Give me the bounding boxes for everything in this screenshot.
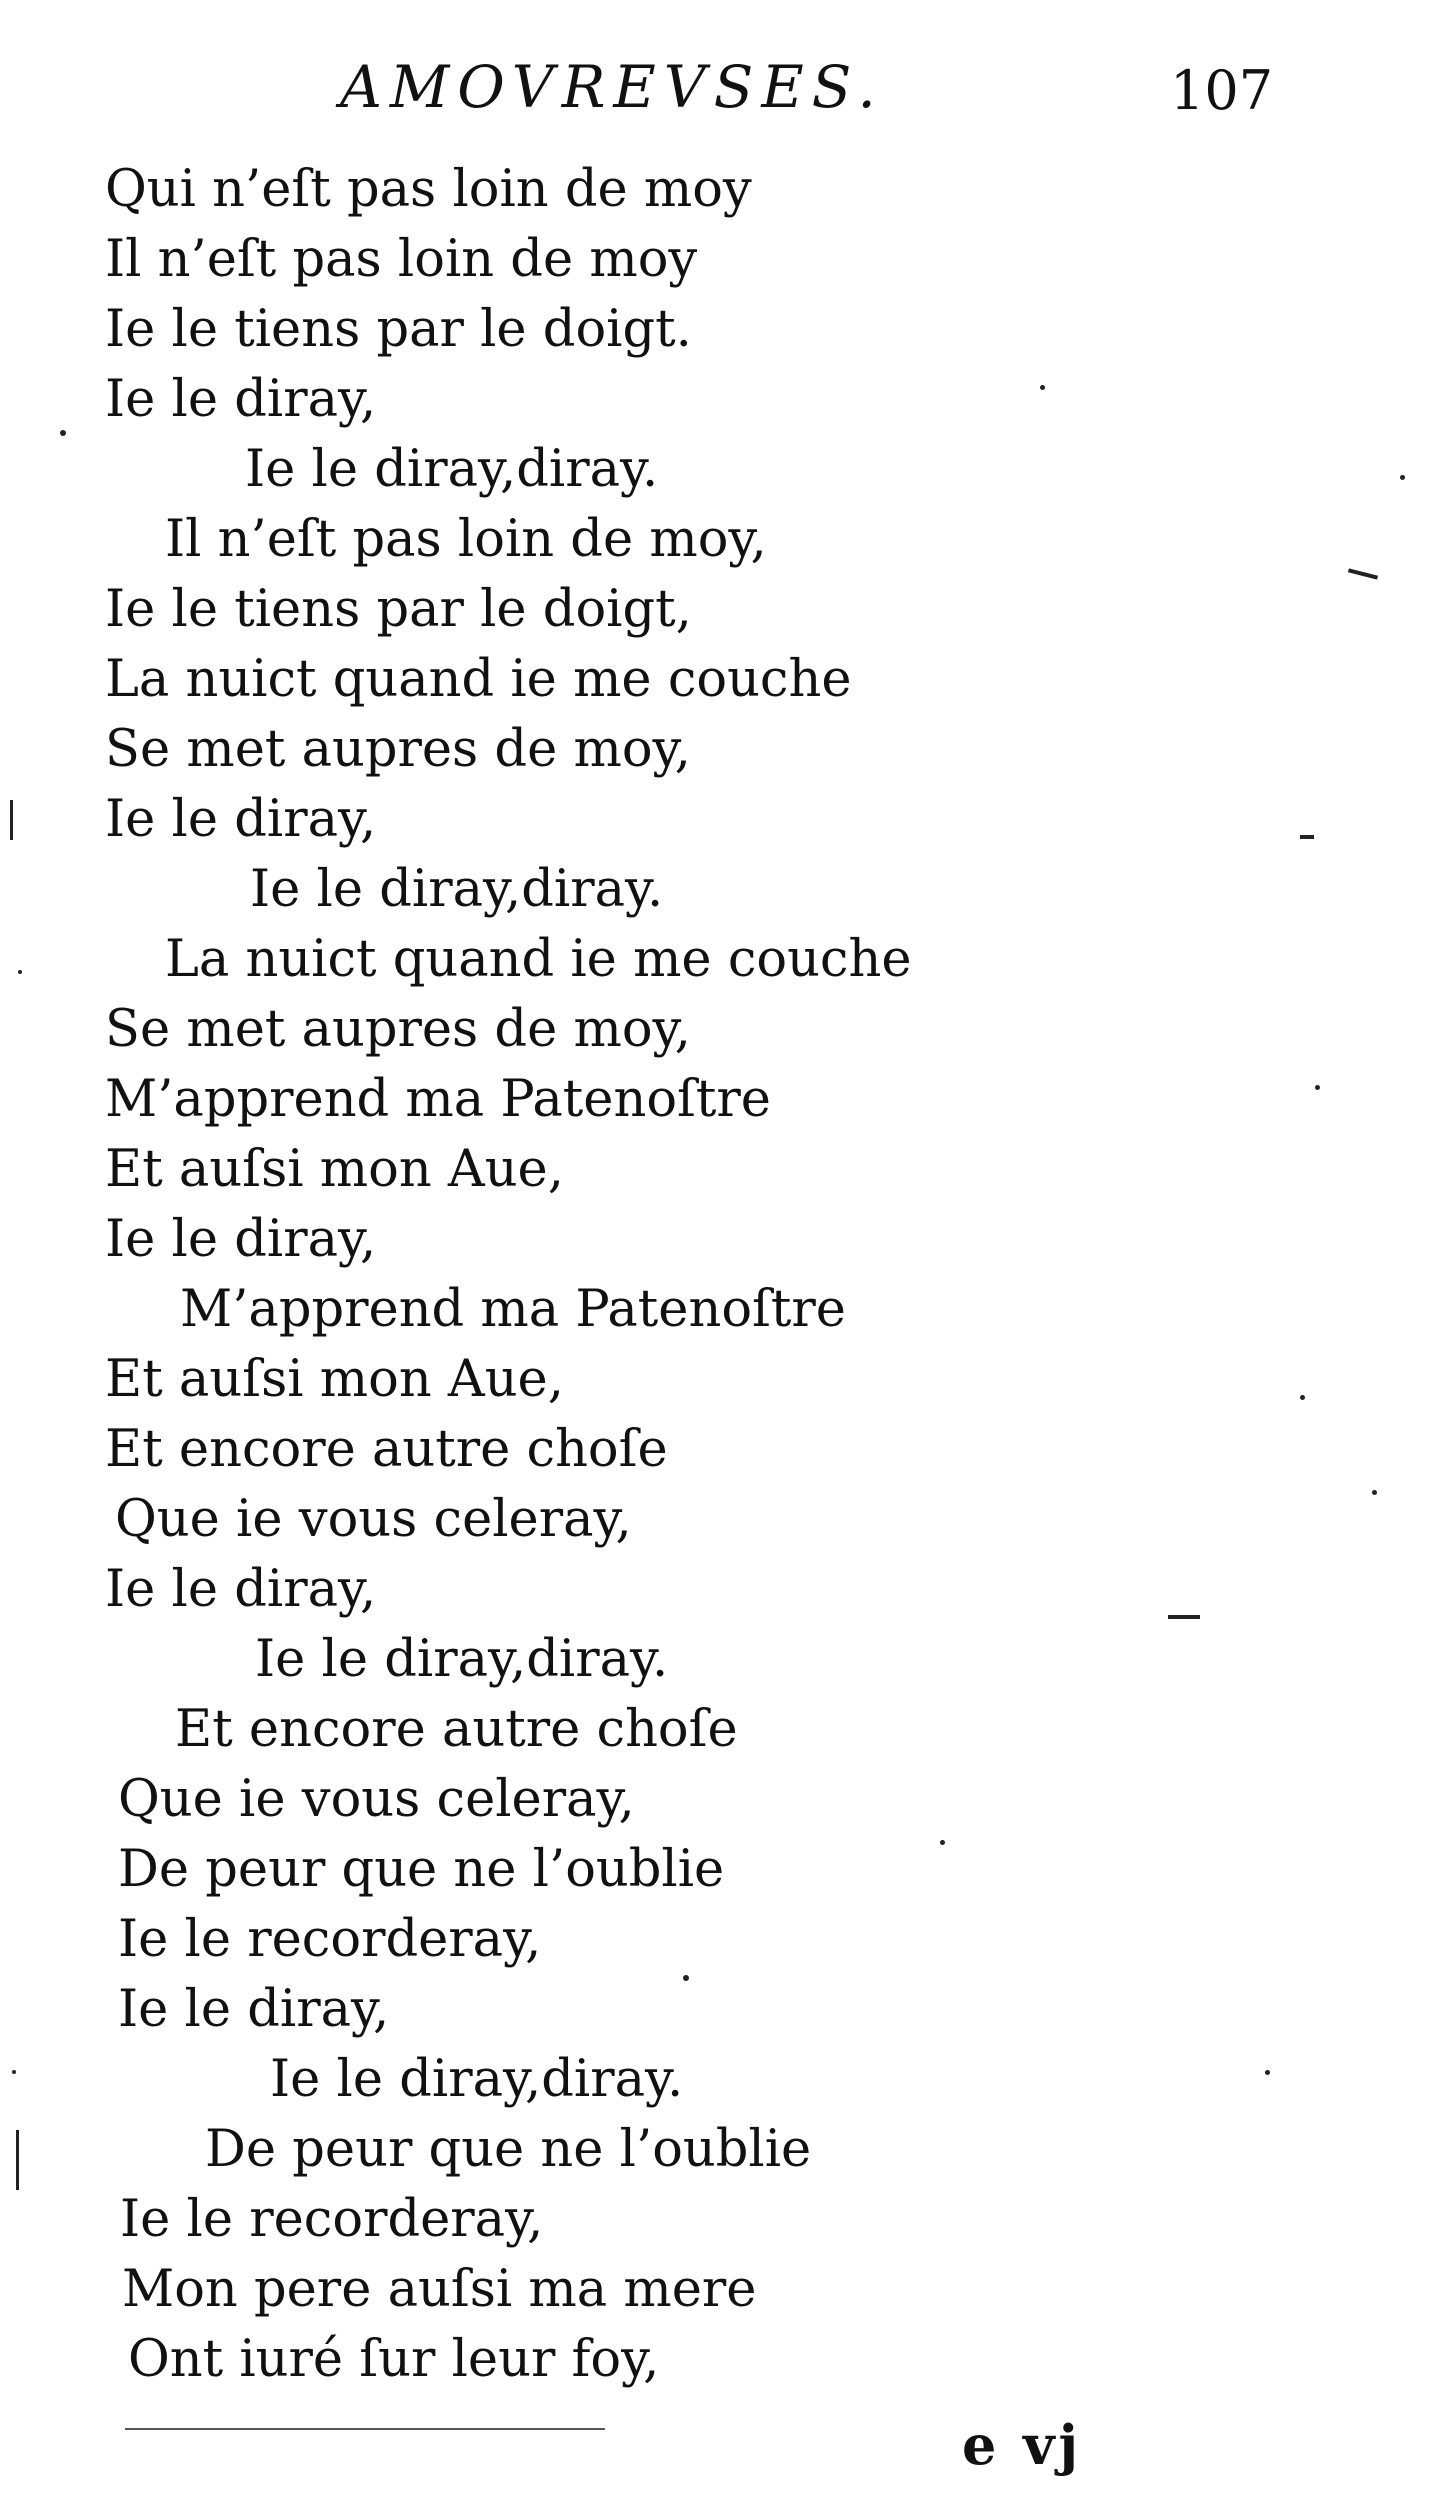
poem-line: Qui n’eſt pas loin de moy (105, 160, 752, 219)
poem-line: Ie le recorderay, (118, 1910, 542, 1969)
ink-mark (1300, 835, 1314, 839)
poem-line: Ie le diray, (118, 1980, 390, 2039)
ink-speck (12, 2070, 16, 2074)
ink-speck (60, 430, 66, 436)
ink-speck (940, 1840, 945, 1845)
poem-line: Se met aupres de moy, (105, 720, 691, 779)
ink-speck (1400, 475, 1405, 480)
poem-line: Ie le diray,diray. (250, 860, 664, 919)
poem-line: Il n’eſt pas loin de moy, (165, 510, 767, 569)
poem-line: Ont iuré ſur leur foy, (128, 2330, 660, 2389)
ink-mark (10, 800, 13, 840)
poem-line: De peur que ne l’oublie (118, 1840, 725, 1899)
poem-line: Mon pere auſsi ma mere (122, 2260, 757, 2319)
poem-line: Ie le tiens par le doigt, (105, 580, 692, 639)
ink-mark (1168, 1615, 1200, 1619)
ink-mark (16, 2130, 19, 2190)
poem-line: Ie le diray,diray. (270, 2050, 684, 2109)
poem-line: Et auſsi mon Aue, (105, 1140, 564, 1199)
poem-line: Ie le diray, (105, 790, 377, 849)
ink-speck (1315, 1085, 1320, 1090)
ink-speck (18, 970, 22, 974)
poem-line: Ie le tiens par le doigt. (105, 300, 692, 359)
poem-line: Ie le diray,diray. (255, 1630, 669, 1689)
ink-speck (1300, 1395, 1305, 1400)
poem-line: Il n’eſt pas loin de moy (105, 230, 698, 289)
poem-line: Ie le diray, (105, 1560, 377, 1619)
running-head: AMOVREVSES. (340, 53, 884, 121)
ink-mark (125, 2428, 605, 2430)
poem-line: Et encore autre choſe (175, 1700, 738, 1759)
ink-speck (1265, 2070, 1270, 2075)
poem-line: De peur que ne l’oublie (205, 2120, 812, 2179)
poem-line: Ie le recorderay, (120, 2190, 544, 2249)
poem-line: La nuict quand ie me couche (105, 650, 852, 709)
poem-line: M’apprend ma Patenoſtre (180, 1280, 846, 1339)
signature-mark: e vj (962, 2413, 1083, 2477)
poem-line: Et encore autre choſe (105, 1420, 668, 1479)
poem-line: Et auſsi mon Aue, (105, 1350, 564, 1409)
poem-line: La nuict quand ie me couche (165, 930, 912, 989)
page-number: 107 (1170, 59, 1274, 122)
poem-line: Que ie vous celeray, (118, 1770, 635, 1829)
poem-line: M’apprend ma Patenoſtre (105, 1070, 771, 1129)
poem-line: Ie le diray, (105, 370, 377, 429)
poem-line: Ie le diray, (105, 1210, 377, 1269)
poem-line: Que ie vous celeray, (115, 1490, 632, 1549)
ink-speck (1372, 1490, 1377, 1495)
ink-speck (683, 1975, 689, 1981)
ink-speck (1040, 385, 1045, 390)
poem-line: Se met aupres de moy, (105, 1000, 691, 1059)
poem-line: Ie le diray,diray. (245, 440, 659, 499)
